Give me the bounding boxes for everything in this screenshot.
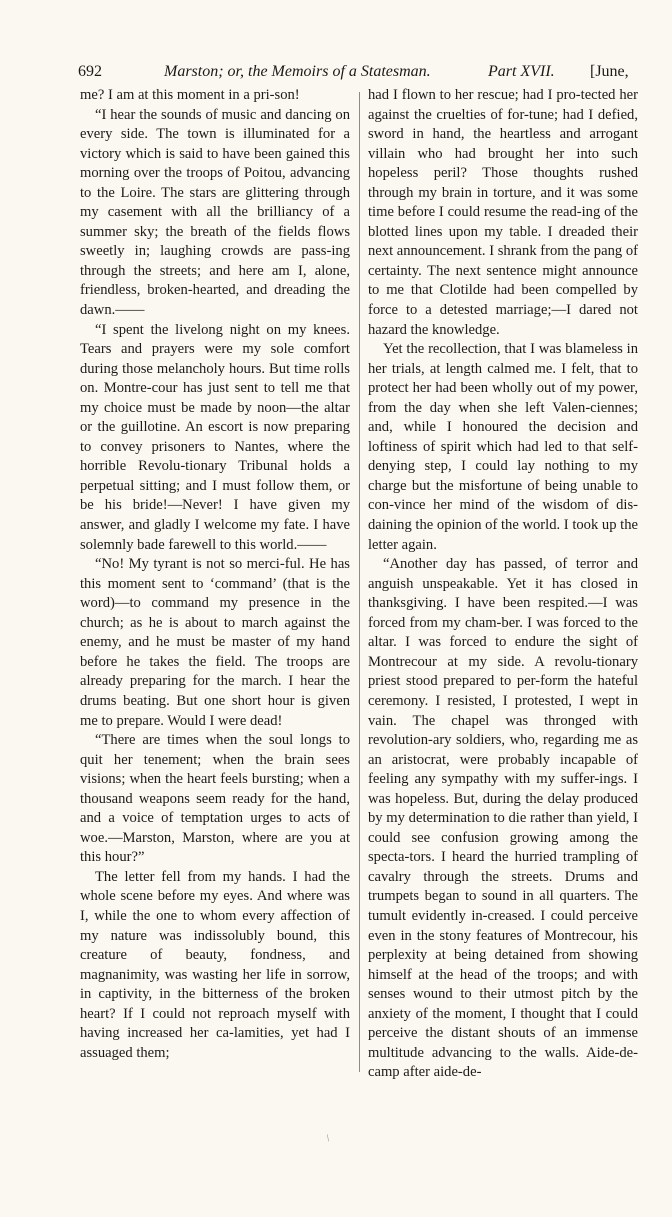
left-column <box>80 86 350 1063</box>
paragraph: “Another day has passed, of terror and anguish unspeakable. Yet it has closed in thanksgiving. I have been respited.—I was forced from my cham-ber. I was forced to the altar. I was forced to endure the sight of Montrecour at my side. A revolu-tionary priest stood prepared to per-form the hateful ceremony. I resisted, I protested, I wept in vain. The chapel was thronged with revolution-ary soldiers, who, regarding me as an aristocrat, were probably incapable of feeling any sympathy with my suffer-ings. I was hopeless. But, during the delay produced by my determination to die rather than yield, I could see confusion growing among the specta-tors. I heard the hurried trampling of cavalry through the streets. Drums and trumpets began to sound in all quarters. The tumult evidently in-creased. I could perceive even in the stony features of Montrecour, his perplexity at being detained from showing himself at the head of the troops; and with senses wound to their utmost pitch by the anxiety of the moment, I thought that I could perceive the distant shouts of an immense multitude advancing to the walls. Aide-de-camp after aide-de- <box>368 556 638 1081</box>
running-title: Marston; or, the Memoirs of a Statesman. <box>164 63 431 80</box>
page-blemish: / <box>324 1133 333 1144</box>
paragraph: “I hear the sounds of music and dancing on every side. The town is illuminated for a victory which is said to have been gained this morning over the troops of Poitou, advancing to the Loire. The stars are glittering through my casement with all the brilliancy of a summer sky; the breath of the fields flows sweetly in; laughing crowds are pass-ing through the streets; and here am I, alone, friendless, broken-hearted, and dreading the dawn.—— <box>80 106 350 319</box>
page-number: 692 <box>78 63 102 80</box>
paragraph: “No! My tyrant is not so merci-ful. He has this moment sent to ‘command’ (that is the word)—to command my presence in the church; as he is about to march against the enemy, and he must be master of my hand before he takes the field. The troops are already preparing for the march. I hear the drums beating. But one short hour is given me to prepare. Would I were dead! <box>80 556 350 729</box>
right-column <box>368 86 638 1083</box>
paragraph: “I spent the livelong night on my knees. Tears and prayers were my sole comfort during those melancholy hours. But time rolls on. Montre-cour has just sent to tell me that my choice must be made by noon—the altar or the guillotine. An escort is now preparing to convey prisoners to Nantes, where the horrible Revolu-tionary Tribunal holds a perpetual sitting; and I must follow them, or be his bride!—Never! I have given my answer, and gladly I welcome my fate. I have solemnly bade farewell to this world.—— <box>80 321 350 553</box>
paragraph: “There are times when the soul longs to quit her tenement; when the brain sees visions; when the heart feels bursting; when a thousand weapons seem ready for the hand, and a voice of temptation urges to acts of woe.—Marston, Marston, where are you at this hour?” <box>80 732 350 866</box>
paragraph: me? I am at this moment in a pri-son! <box>80 87 300 103</box>
issue-date: [June, <box>590 63 629 80</box>
column-divider <box>359 92 360 1072</box>
paragraph: had I flown to her rescue; had I pro-tected her against the cruelties of for-tune; had I defied, sword in hand, the heartless and arrogant villain who had brought her into such hopeless peril? Those thoughts rushed through my brain in torture, and it was some time before I could resume the read-ing of the blotted lines upon my table. I dreaded their next announcement. I shrank from the pang of certainty. The next sentence might announce to me that Clotilde had been compelled by force to a detested marriage;—I dared not hazard the knowledge. <box>368 87 638 338</box>
paragraph: The letter fell from my hands. I had the whole scene before my eyes. And where was I, while the one to whom every affection of my nature was indissolubly bound, this creature of beauty, fondness, and magnanimity, was wasting her life in sorrow, in captivity, in the bitterness of the broken heart? If I could not reproach myself with having increased her ca-lamities, yet had I assuaged them; <box>80 868 350 1061</box>
paragraph: Yet the recollection, that I was blameless in her trials, at length calmed me. I felt, that to protect her had been wholly out of my power, from the day when she left Valen-ciennes; and, while I honoured the decision and loftiness of spirit which had led to that self-denying step, I could lay nothing to my charge but the misfortune of being unable to con-vince her mind of the wisdom of dis-daining the opinion of the world. I took up the letter again. <box>368 341 638 553</box>
part-label: Part XVII. <box>488 63 555 80</box>
page-header <box>78 60 654 84</box>
